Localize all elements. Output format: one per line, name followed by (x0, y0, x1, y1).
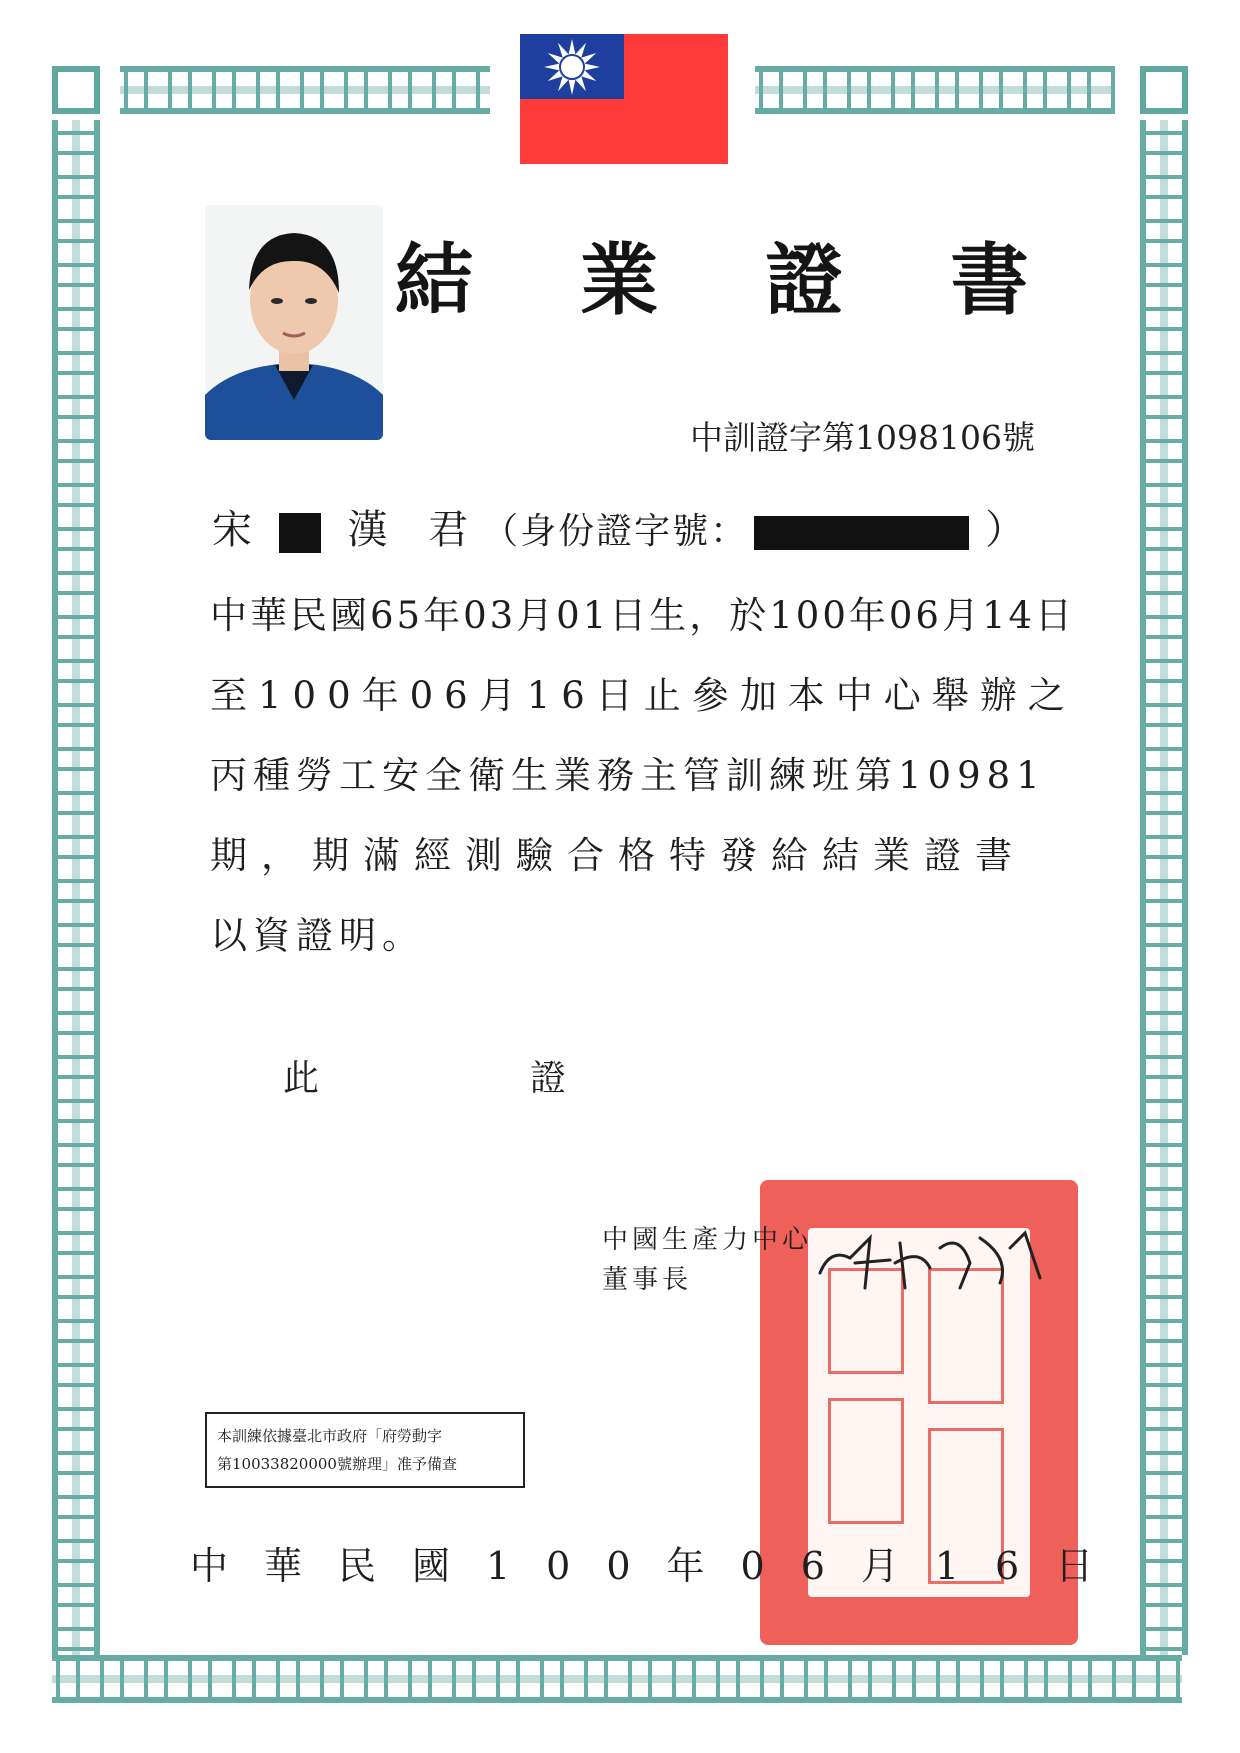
note-line-1: 本訓練依據臺北市政府「府勞動字 (217, 1427, 443, 1445)
issuer-title: 董事長 (602, 1265, 693, 1295)
flag-icon (520, 34, 728, 164)
body-line-5: 以資證明。 (210, 914, 425, 957)
border-corner-tr (1140, 66, 1188, 114)
certificate-number: 中訓證字第1098106號 (690, 418, 1035, 457)
recipient-surname: 宋 (212, 507, 252, 553)
border-right (1140, 120, 1188, 1655)
issuer-block (602, 1220, 812, 1300)
body-line-1: 中華民國65年03月01日生，於100年06月14日 (210, 594, 1076, 637)
recipient-line (212, 498, 1025, 555)
portrait-photo (205, 205, 383, 440)
border-top-right (755, 66, 1115, 114)
body-line-4: 期，期滿經測驗合格特發給結業證書 (210, 834, 1026, 877)
redaction-bar (279, 513, 321, 553)
id-label: （身份證字號： (482, 511, 749, 552)
ci-right: 證 (530, 1058, 567, 1099)
border-left (52, 120, 100, 1655)
ci-left: 此 (283, 1058, 320, 1099)
handwritten-signature (810, 1218, 1050, 1308)
approval-note (205, 1412, 525, 1488)
border-top-left (120, 66, 490, 114)
body-line-2: 至100年06月16日止參加本中心舉辦之 (210, 674, 1076, 717)
seal-glyph (828, 1398, 904, 1524)
border-corner-tl (52, 66, 100, 114)
note-line-2: 第10033820000號辦理」准予備查 (217, 1455, 457, 1473)
border-bottom (52, 1655, 1182, 1703)
issuer-name: 中國生產力中心 (602, 1225, 813, 1255)
certificate-title: 結 業 證 書 (395, 235, 1069, 326)
body-line-3: 丙種勞工安全衛生業務主管訓練班第10981 (210, 754, 1046, 797)
issue-date: 中華民國100年06月16日 (190, 1544, 1130, 1588)
id-close: ） (985, 507, 1026, 553)
recipient-given-name: 漢 君 (347, 507, 483, 553)
white-sun-icon (542, 37, 602, 97)
id-redaction-bar (754, 516, 969, 550)
